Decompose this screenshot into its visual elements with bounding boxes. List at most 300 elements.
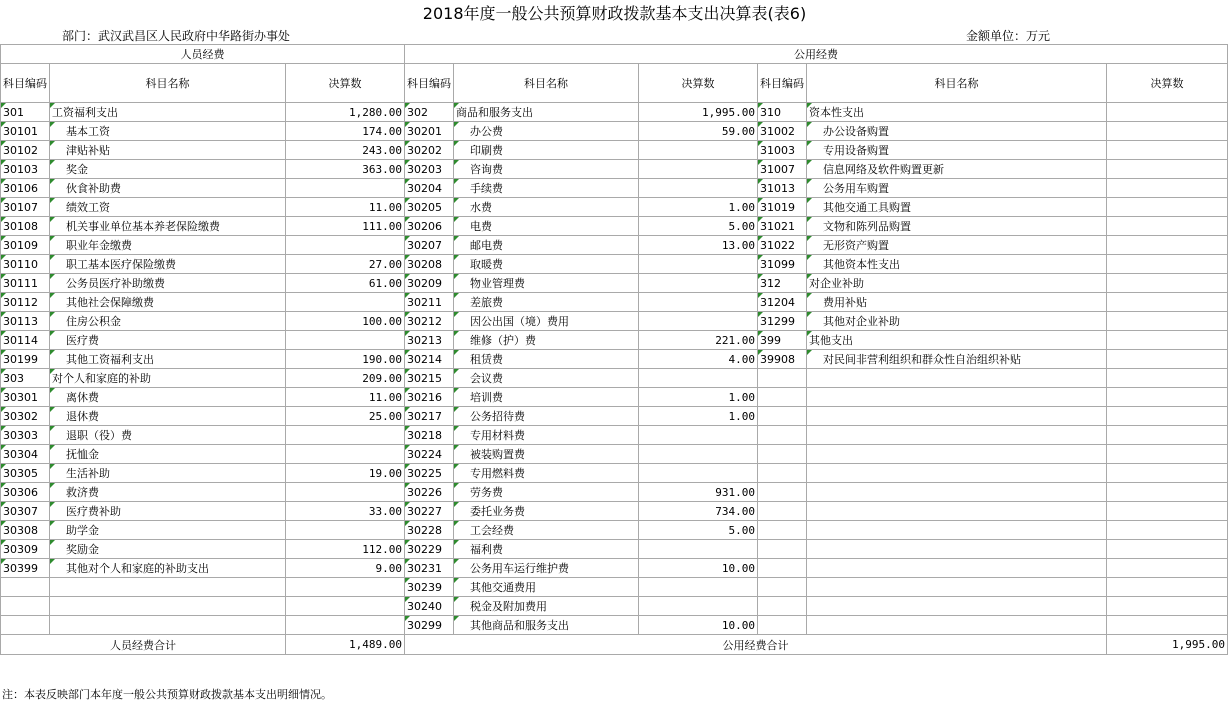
item-name: 奖励金: [50, 540, 286, 559]
totals-row: [1, 635, 1228, 655]
item-amount: 61.00: [286, 274, 405, 293]
item-code: [758, 521, 807, 540]
personnel-total-value: 1,489.00: [286, 635, 405, 655]
table-row: [1, 597, 1228, 616]
item-name: [807, 616, 1107, 635]
item-amount: 112.00: [286, 540, 405, 559]
item-amount: [286, 179, 405, 198]
item-amount: [639, 255, 758, 274]
item-amount: [1107, 312, 1228, 331]
item-name: [807, 369, 1107, 388]
item-name: 公务员医疗补助缴费: [50, 274, 286, 293]
item-name: 劳务费: [454, 483, 639, 502]
item-name: 公务用车购置: [807, 179, 1107, 198]
item-code: 30205: [405, 198, 454, 217]
item-code: [758, 483, 807, 502]
table-row: [1, 369, 1228, 388]
item-name: 维修（护）费: [454, 331, 639, 350]
item-name: [807, 540, 1107, 559]
item-amount: [286, 616, 405, 635]
item-name: 被装购置费: [454, 445, 639, 464]
item-amount: [1107, 122, 1228, 141]
item-amount: [639, 540, 758, 559]
item-amount: [1107, 350, 1228, 369]
item-name: 资本性支出: [807, 103, 1107, 122]
item-code: [758, 559, 807, 578]
item-code: 301: [1, 103, 50, 122]
item-name: 专用材料费: [454, 426, 639, 445]
item-amount: [1107, 521, 1228, 540]
item-name: 差旅费: [454, 293, 639, 312]
item-name: 工资福利支出: [50, 103, 286, 122]
item-name: 其他支出: [807, 331, 1107, 350]
item-code: 30212: [405, 312, 454, 331]
item-name: 公务用车运行维护费: [454, 559, 639, 578]
item-code: [1, 597, 50, 616]
item-amount: 1,995.00: [639, 103, 758, 122]
item-amount: 363.00: [286, 160, 405, 179]
footnote: 注：本表反映部门本年度一般公共预算财政拨款基本支出明细情况。: [2, 688, 332, 701]
item-amount: [639, 578, 758, 597]
table-row: [1, 255, 1228, 274]
item-code: 30214: [405, 350, 454, 369]
item-amount: [286, 578, 405, 597]
public-total-label: 公用经费合计: [405, 635, 1107, 655]
item-amount: [639, 369, 758, 388]
item-amount: 25.00: [286, 407, 405, 426]
item-code: 30308: [1, 521, 50, 540]
item-code: 30206: [405, 217, 454, 236]
header-code: 科目编码: [758, 64, 807, 103]
item-name: 会议费: [454, 369, 639, 388]
item-amount: [1107, 198, 1228, 217]
table-row: [1, 274, 1228, 293]
item-amount: [1107, 217, 1228, 236]
item-code: 31204: [758, 293, 807, 312]
item-name: 基本工资: [50, 122, 286, 141]
item-name: 其他对企业补助: [807, 312, 1107, 331]
table-row: [1, 616, 1228, 635]
item-code: [1, 616, 50, 635]
item-code: [758, 369, 807, 388]
item-code: 30202: [405, 141, 454, 160]
item-amount: 59.00: [639, 122, 758, 141]
item-name: 培训费: [454, 388, 639, 407]
item-amount: 13.00: [639, 236, 758, 255]
item-amount: [1107, 445, 1228, 464]
item-code: [758, 407, 807, 426]
item-amount: [639, 274, 758, 293]
header-amount: 决算数: [286, 64, 405, 103]
item-code: 30110: [1, 255, 50, 274]
item-amount: [1107, 578, 1228, 597]
item-amount: 10.00: [639, 559, 758, 578]
table-row: [1, 540, 1228, 559]
item-name: 税金及附加费用: [454, 597, 639, 616]
item-name: 租赁费: [454, 350, 639, 369]
item-amount: [639, 160, 758, 179]
table-row: [1, 464, 1228, 483]
item-amount: [639, 312, 758, 331]
table-row: [1, 445, 1228, 464]
item-name: [807, 578, 1107, 597]
item-amount: [1107, 464, 1228, 483]
item-name: 福利费: [454, 540, 639, 559]
item-code: 31002: [758, 122, 807, 141]
item-code: 30399: [1, 559, 50, 578]
item-code: 30101: [1, 122, 50, 141]
item-code: 30225: [405, 464, 454, 483]
item-name: 其他交通工具购置: [807, 198, 1107, 217]
item-amount: 931.00: [639, 483, 758, 502]
item-name: 无形资产购置: [807, 236, 1107, 255]
personnel-total-label: 人员经费合计: [1, 635, 286, 655]
item-name: 因公出国（境）费用: [454, 312, 639, 331]
item-amount: [1107, 179, 1228, 198]
item-amount: [639, 293, 758, 312]
item-code: [758, 426, 807, 445]
item-code: 30224: [405, 445, 454, 464]
table-row: [1, 426, 1228, 445]
item-code: [758, 616, 807, 635]
item-code: 30113: [1, 312, 50, 331]
header-amount: 决算数: [1107, 64, 1228, 103]
item-amount: 1.00: [639, 388, 758, 407]
item-name: 抚恤金: [50, 445, 286, 464]
item-name: 伙食补助费: [50, 179, 286, 198]
item-amount: 4.00: [639, 350, 758, 369]
item-name: 办公费: [454, 122, 639, 141]
item-code: 30108: [1, 217, 50, 236]
item-amount: [1107, 426, 1228, 445]
item-code: 30231: [405, 559, 454, 578]
item-name: 信息网络及软件购置更新: [807, 160, 1107, 179]
table-row: [1, 502, 1228, 521]
item-code: 30299: [405, 616, 454, 635]
item-code: 31022: [758, 236, 807, 255]
item-name: 绩效工资: [50, 198, 286, 217]
item-code: [758, 597, 807, 616]
header-code: 科目编码: [405, 64, 454, 103]
item-code: 31299: [758, 312, 807, 331]
item-code: [758, 445, 807, 464]
header-name: 科目名称: [454, 64, 639, 103]
item-name: 公务招待费: [454, 407, 639, 426]
item-amount: 1,280.00: [286, 103, 405, 122]
item-name: 工会经费: [454, 521, 639, 540]
item-name: 手续费: [454, 179, 639, 198]
item-amount: [639, 445, 758, 464]
item-name: 商品和服务支出: [454, 103, 639, 122]
item-code: 30207: [405, 236, 454, 255]
item-code: 31013: [758, 179, 807, 198]
item-name: 印刷费: [454, 141, 639, 160]
item-code: 30305: [1, 464, 50, 483]
item-code: 30229: [405, 540, 454, 559]
table-row: [1, 388, 1228, 407]
item-name: 其他社会保障缴费: [50, 293, 286, 312]
item-name: [50, 616, 286, 635]
item-name: 救济费: [50, 483, 286, 502]
item-code: 30309: [1, 540, 50, 559]
item-code: 399: [758, 331, 807, 350]
section-personnel: 人员经费: [1, 45, 405, 64]
item-code: 30111: [1, 274, 50, 293]
item-code: 30201: [405, 122, 454, 141]
item-name: [807, 426, 1107, 445]
item-code: [758, 502, 807, 521]
table-row: [1, 179, 1228, 198]
item-code: 30102: [1, 141, 50, 160]
item-name: 文物和陈列品购置: [807, 217, 1107, 236]
item-code: [758, 540, 807, 559]
item-code: 303: [1, 369, 50, 388]
item-code: [758, 464, 807, 483]
item-amount: 1.00: [639, 198, 758, 217]
item-amount: [286, 521, 405, 540]
item-name: 其他商品和服务支出: [454, 616, 639, 635]
item-amount: 734.00: [639, 502, 758, 521]
item-amount: [286, 426, 405, 445]
item-name: 专用燃料费: [454, 464, 639, 483]
item-amount: 33.00: [286, 502, 405, 521]
item-code: 30112: [1, 293, 50, 312]
table-row: [1, 559, 1228, 578]
item-name: 医疗费: [50, 331, 286, 350]
section-header-row: [1, 45, 1228, 64]
item-name: 对个人和家庭的补助: [50, 369, 286, 388]
item-amount: [1107, 540, 1228, 559]
department-label: 部门：武汉武昌区人民政府中华路街办事处: [62, 29, 291, 43]
item-name: [807, 597, 1107, 616]
header-name: 科目名称: [50, 64, 286, 103]
item-name: [807, 445, 1107, 464]
header-amount: 决算数: [639, 64, 758, 103]
item-code: 30302: [1, 407, 50, 426]
item-name: 其他对个人和家庭的补助支出: [50, 559, 286, 578]
expenditure-table: [0, 44, 1228, 655]
item-amount: [1107, 255, 1228, 274]
item-code: 39908: [758, 350, 807, 369]
table-row: [1, 293, 1228, 312]
column-header-row: [1, 64, 1228, 103]
item-code: 31021: [758, 217, 807, 236]
item-amount: 100.00: [286, 312, 405, 331]
item-name: 电费: [454, 217, 639, 236]
item-amount: [286, 293, 405, 312]
item-code: 30114: [1, 331, 50, 350]
item-code: 30208: [405, 255, 454, 274]
item-name: [807, 388, 1107, 407]
item-code: 30304: [1, 445, 50, 464]
table-row: [1, 236, 1228, 255]
item-amount: [1107, 141, 1228, 160]
item-code: 31003: [758, 141, 807, 160]
table-row: [1, 198, 1228, 217]
item-name: [50, 597, 286, 616]
item-amount: [1107, 502, 1228, 521]
item-name: 邮电费: [454, 236, 639, 255]
item-amount: [1107, 616, 1228, 635]
item-amount: [1107, 483, 1228, 502]
item-name: 退休费: [50, 407, 286, 426]
item-code: 30199: [1, 350, 50, 369]
item-amount: 10.00: [639, 616, 758, 635]
item-name: 水费: [454, 198, 639, 217]
item-amount: 111.00: [286, 217, 405, 236]
table-row: [1, 141, 1228, 160]
item-code: 310: [758, 103, 807, 122]
item-name: 职工基本医疗保险缴费: [50, 255, 286, 274]
item-amount: [639, 141, 758, 160]
item-name: 住房公积金: [50, 312, 286, 331]
item-amount: 9.00: [286, 559, 405, 578]
item-name: 物业管理费: [454, 274, 639, 293]
item-name: [807, 502, 1107, 521]
item-name: [807, 464, 1107, 483]
item-name: 助学金: [50, 521, 286, 540]
item-code: 31099: [758, 255, 807, 274]
item-amount: [1107, 293, 1228, 312]
item-code: 30307: [1, 502, 50, 521]
item-code: 30301: [1, 388, 50, 407]
item-amount: 5.00: [639, 521, 758, 540]
item-name: 其他交通费用: [454, 578, 639, 597]
table-row: [1, 312, 1228, 331]
item-name: 机关事业单位基本养老保险缴费: [50, 217, 286, 236]
item-code: 30218: [405, 426, 454, 445]
item-amount: [286, 236, 405, 255]
table-row: [1, 483, 1228, 502]
item-amount: 19.00: [286, 464, 405, 483]
item-code: [1, 578, 50, 597]
item-amount: [1107, 369, 1228, 388]
item-name: 奖金: [50, 160, 286, 179]
item-amount: [639, 597, 758, 616]
item-code: 30106: [1, 179, 50, 198]
item-name: 离休费: [50, 388, 286, 407]
item-amount: [639, 179, 758, 198]
table-row: [1, 217, 1228, 236]
item-code: 30211: [405, 293, 454, 312]
item-code: 30217: [405, 407, 454, 426]
item-amount: 11.00: [286, 198, 405, 217]
item-amount: 190.00: [286, 350, 405, 369]
item-name: [807, 483, 1107, 502]
table-row: [1, 407, 1228, 426]
section-public: 公用经费: [405, 45, 1228, 64]
report-title: 2018年度一般公共预算财政拨款基本支出决算表(表6): [422, 4, 807, 23]
item-amount: [286, 445, 405, 464]
item-name: [807, 559, 1107, 578]
item-code: 30103: [1, 160, 50, 179]
item-code: 30303: [1, 426, 50, 445]
item-code: 30227: [405, 502, 454, 521]
item-name: [807, 521, 1107, 540]
item-amount: [1107, 407, 1228, 426]
table-row: [1, 122, 1228, 141]
item-amount: 27.00: [286, 255, 405, 274]
item-code: 30216: [405, 388, 454, 407]
item-amount: [1107, 559, 1228, 578]
item-name: 对民间非营利组织和群众性自治组织补贴: [807, 350, 1107, 369]
item-amount: [1107, 160, 1228, 179]
item-amount: 1.00: [639, 407, 758, 426]
item-code: 30209: [405, 274, 454, 293]
item-code: 30228: [405, 521, 454, 540]
item-name: 委托业务费: [454, 502, 639, 521]
item-code: 30215: [405, 369, 454, 388]
item-amount: [286, 597, 405, 616]
item-amount: 243.00: [286, 141, 405, 160]
item-code: 30213: [405, 331, 454, 350]
table-row: [1, 578, 1228, 597]
item-name: [807, 407, 1107, 426]
table-row: [1, 521, 1228, 540]
item-amount: [1107, 388, 1228, 407]
item-name: [50, 578, 286, 597]
table-row: [1, 350, 1228, 369]
item-code: 302: [405, 103, 454, 122]
header-code: 科目编码: [1, 64, 50, 103]
item-code: [758, 578, 807, 597]
item-code: [758, 388, 807, 407]
item-name: 生活补助: [50, 464, 286, 483]
item-amount: [1107, 597, 1228, 616]
item-code: 31019: [758, 198, 807, 217]
item-amount: [1107, 103, 1228, 122]
table-row: [1, 160, 1228, 179]
item-code: 30109: [1, 236, 50, 255]
item-amount: [1107, 236, 1228, 255]
item-name: 取暖费: [454, 255, 639, 274]
item-name: 费用补贴: [807, 293, 1107, 312]
item-amount: [1107, 274, 1228, 293]
item-code: 30306: [1, 483, 50, 502]
amount-unit-label: 金额单位：万元: [966, 29, 1051, 43]
item-name: 其他资本性支出: [807, 255, 1107, 274]
item-amount: 174.00: [286, 122, 405, 141]
item-amount: [1107, 331, 1228, 350]
item-name: 职业年金缴费: [50, 236, 286, 255]
item-code: 30239: [405, 578, 454, 597]
item-code: 30226: [405, 483, 454, 502]
item-name: 专用设备购置: [807, 141, 1107, 160]
item-code: 30204: [405, 179, 454, 198]
item-name: 对企业补助: [807, 274, 1107, 293]
item-name: 退职（役）费: [50, 426, 286, 445]
item-name: 津贴补贴: [50, 141, 286, 160]
item-code: 30240: [405, 597, 454, 616]
table-row: [1, 103, 1228, 122]
table-row: [1, 331, 1228, 350]
item-name: 咨询费: [454, 160, 639, 179]
item-amount: 209.00: [286, 369, 405, 388]
public-total-value: 1,995.00: [1107, 635, 1228, 655]
header-name: 科目名称: [807, 64, 1107, 103]
item-amount: [639, 464, 758, 483]
item-amount: 5.00: [639, 217, 758, 236]
item-code: 31007: [758, 160, 807, 179]
item-amount: [286, 331, 405, 350]
item-amount: [639, 426, 758, 445]
item-name: 办公设备购置: [807, 122, 1107, 141]
item-code: 30107: [1, 198, 50, 217]
item-amount: 11.00: [286, 388, 405, 407]
item-amount: 221.00: [639, 331, 758, 350]
item-name: 医疗费补助: [50, 502, 286, 521]
item-amount: [286, 483, 405, 502]
